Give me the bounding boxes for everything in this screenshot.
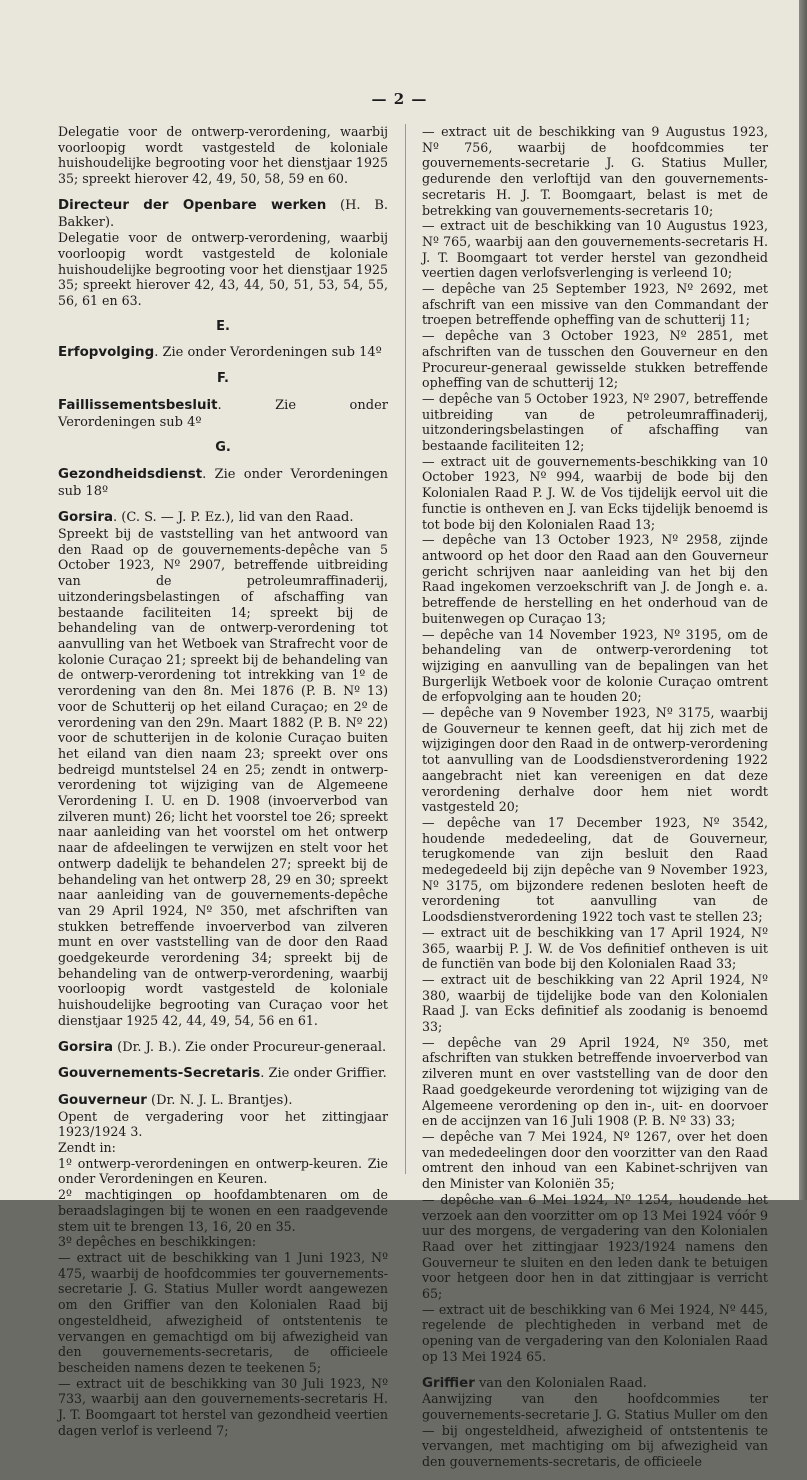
entry-subtitle: . Zie onder Griffier. — [260, 1066, 387, 1082]
entry-body: Zendt in: — [58, 1140, 116, 1156]
page-edge — [799, 0, 807, 1200]
entry-term: Faillissementsbesluit — [58, 397, 218, 413]
entry-heading — [58, 466, 388, 499]
list-item: — extract uit de beschikking van 17 April 1924, Nº 365, waarbij P. J. W. de Vos definitief ontheven is uit de functiën van bode bij den Kolonialen Raad 33; — [422, 924, 768, 972]
entry-term: Gorsira — [58, 1039, 113, 1055]
entry-gouvernements-secretaris — [58, 1065, 388, 1082]
page-number: — 2 — — [371, 90, 428, 108]
list-item: 3º depêches en beschikkingen: — [58, 1234, 257, 1250]
entry-body: Spreekt bij de vaststelling van het antwoord van den Raad op de gouvernements-depêche van 5 October 1923, Nº 2907, betreffende uitbreiding van de petroleumraffinaderij, uitzonderingsbelastingen of afschaffing van bestaande faciliteiten 14; spreekt bij de behandeling van de ontwerp-verordening tot aanvulling van het Wetboek van Strafrecht voor de kolonie Curaçao 21; spreekt bij de behandeling van de ontwerp-verordening tot intrekking van 1º de verordening van den 8n. Mei 1876 (P. B. Nº 13) voor de Schutterij op het eiland Curaçao; en 2º de verordening van den 29n. Maart 1882 (P. B. Nº 22) voor de schutterijen in de kolonie Curaçao buiten het eiland van dien naam 23; spreekt over ons bedreigd muntstelsel 24 en 25; zendt in ontwerp-verordening tot wijziging van de Algemeene Verordening I. U. en D. 1908 (invoerverbod van zilveren munt) 26; licht het voorstel toe 26; spreekt naar aanleiding van het voorstel om het ontwerp naar de afdeelingen te verwijzen en stelt voor het ontwerp dadelijk te behandelen 27; spreekt bij de behandeling van het ontwerp 28, 29 en 30; spreekt naar aanleiding van de gouvernements-depêche van 29 April 1924, Nº 350, met afschriften van stukken betreffende invoerverbod van zilveren munt en over vaststelling van de door den Raad goedgekeurde verordening 34; spreekt bij de behandeling van de ontwerp-verordening, waarbij voorloopig wordt vastgesteld de koloniale huishoudelijke begrooting van Curaçao voor het dienstjaar 1925 42, 44, 49, 54, 56 en 61. — [58, 526, 388, 1028]
list-item: — extract uit de beschikking van 9 Augustus 1923, Nº 756, waarbij de hoofdcommies ter gouvernements-secretarie J. G. Statius Muller, gedurende den verloftijd van den gouvernements-secretaris H. J. T. Boomgaart, belast is met de betrekking van gouvernements-secretaris 10; — [422, 124, 768, 218]
entry-heading — [58, 397, 388, 430]
column-divider — [405, 124, 406, 1174]
entry-term: Griffier — [422, 1375, 475, 1391]
section-letter-f: F. — [217, 371, 229, 387]
entry-heading — [58, 1039, 388, 1056]
entry-gorsira-cs — [58, 509, 388, 1028]
list-item: — extract uit de gouvernements-beschikking van 10 October 1923, Nº 994, waarbij de bode bij den Kolonialen Raad P. J. W. de Vos tijdelijk eervol uit die functie is ontheven en J. van Ecks tijdelijk benoemd is tot bode bij den Kolonialen Raad 13; — [422, 453, 768, 532]
entry-subtitle: van den Kolonialen Raad. — [474, 1375, 647, 1391]
list-item: — depêche van 5 October 1923, Nº 2907, betreffende uitbreiding van de petroleumraffinaderij, uitzonderingsbelastingen of afschaffing van bestaande faciliteiten 12; — [422, 390, 768, 454]
entry-body: Aanwijzing van den hoofdcommies ter gouvernements-secretarie J. G. Statius Muller om den — bij ongesteldheid, afwezigheid of ontstentenis te vervangen, met machtiging om bij afwezigheid van den gouvernements-secretaris, de officieele — [422, 1391, 768, 1470]
entry-term: Directeur der Openbare werken — [58, 197, 327, 213]
entry-erfopvolging — [58, 344, 388, 361]
list-item: 1º ontwerp-verordeningen en ontwerp-keuren. Zie onder Verordeningen en Keuren. — [58, 1155, 388, 1187]
list-item: — depêche van 14 November 1923, Nº 3195, om de behandeling van de ontwerp-verordening tot wijziging en aanvulling van de bepalingen van het Burgerlijk Wetboek voor de kolonie Curaçao omtrent de erfopvolging aan te houden 20; — [422, 626, 768, 705]
entry-subtitle: . Zie onder Verordeningen sub 14º — [154, 345, 382, 361]
entry-delegatie — [58, 124, 388, 187]
list-item: — depêche van 3 October 1923, Nº 2851, met afschriften van de tusschen den Gouverneur en den Procureur-generaal gewisselde stukken betreffende opheffing van de schutterij 12; — [422, 328, 768, 391]
entry-heading — [422, 1375, 768, 1392]
list-item: — depêche van 7 Mei 1924, Nº 1267, over het doen van mededeelingen door den voorzitter van den Raad omtrent den inhoud van een Kabinet-schrijven van den Minister van Koloniën 35; — [422, 1129, 768, 1192]
list-item: — extract uit de beschikking van 6 Mei 1924, Nº 445, regelende de plechtigheden in verband met de opening van de vergadering van den Kolonialen Raad op 13 Mei 1924 65. — [422, 1301, 768, 1364]
list-item: — depêche van 17 December 1923, Nº 3542, houdende mededeeling, dat de Gouverneur, terugkomende van zijn besluit den Raad medegedeeld bij zijn depêche van 9 November 1923, Nº 3175, om bijzondere redenen besloten heeft de verordening tot aanvulling van de Loodsdienstverordening 1922 toch vast te stellen 23; — [422, 814, 768, 925]
list-item: — extract uit de beschikking van 22 April 1924, Nº 380, waarbij de tijdelijke bode van den Kolonialen Raad J. van Ecks definitief als zoodanig is benoemd 33; — [422, 971, 768, 1035]
entry-gezondheidsdienst — [58, 466, 388, 499]
entry-heading — [58, 1092, 388, 1109]
entry-directeur-openbare-werken — [58, 197, 388, 309]
list-item: — depêche van 13 October 1923, Nº 2958, zijnde antwoord op het door den Raad aan den Gouverneur gericht schrijven naar aanleiding van het bij den Raad ingekomen verzoekschrift van J. de Jongh e. a. betreffende de herstelling en het onderhoud van de buitenwegen op Curaçao 13; — [422, 532, 768, 626]
entry-heading — [58, 197, 388, 230]
entry-gouverneur — [58, 1092, 388, 1438]
entry-term: Erfopvolging — [58, 345, 155, 361]
entry-subtitle: (Dr. J. B.). Zie onder Procureur-generaal. — [113, 1039, 387, 1055]
entry-subtitle: . Zie onder Verordeningen sub 4º — [58, 397, 388, 430]
entry-griffier — [422, 1375, 768, 1470]
entry-term: Gouverneur — [58, 1092, 147, 1108]
section-letter-e: E. — [216, 318, 230, 334]
entry-subtitle: . (C. S. — J. P. Ez.), lid van den Raad. — [113, 510, 354, 526]
list-item: — depêche van 25 September 1923, Nº 2692, met afschrift van een missive van den Commandant der troepen betreffende opheffing van de schutterij 11; — [422, 281, 768, 328]
entry-heading — [58, 344, 388, 361]
list-item: — extract uit de beschikking van 10 Augustus 1923, Nº 765, waarbij aan den gouvernements-secretaris H. J. T. Boomgaart tot verder herstel van gezondheid veertien dagen verlofsverlenging is verleend 10; — [422, 218, 768, 281]
list-item: — depêche van 9 November 1923, Nº 3175, waarbij de Gouverneur te kennen geeft, dat hij zich met de wijzigingen door den Raad in de ontwerp-verordening tot aanvulling van de Loodsdienstverordening 1922 aangebracht niet kan vereenigen en dat deze verordening derhalve door hem niet wordt vastgesteld 20; — [422, 705, 768, 815]
entry-subtitle: (Dr. N. J. L. Brantjes). — [146, 1092, 293, 1108]
entry-heading — [58, 509, 388, 526]
list-item: — depêche van 29 April 1924, Nº 350, met afschriften van stukken betreffende invoerverbod van zilveren munt en over vaststelling van de door den Raad goedgekeurde verordening tot wijziging van de Algemeene verordening op den in-, uit- en doorvoer en de accijnzen van 16 Juli 1908 (P. B. Nº 33) 33; — [422, 1034, 768, 1129]
entry-subtitle: . Zie onder Verordeningen sub 18º — [58, 466, 388, 499]
entry-term: Gorsira — [58, 510, 113, 526]
entry-term: Gezondheidsdienst — [58, 466, 203, 482]
left-column — [58, 124, 388, 1448]
entry-faillissementsbesluit — [58, 397, 388, 430]
right-column — [422, 124, 768, 1480]
list-item: — depêche van 6 Mei 1924, Nº 1254, houdende het verzoek aan den voorzitter om op 13 Mei 1924 vóór 9 uur des morgens, de vergadering van den Kolonialen Raad over het zittingjaar 1923/1924 namens den Gouverneur te sluiten en den leden dank te betuigen voor hetgeen door hen in dat zittingjaar is verricht 65; — [422, 1191, 768, 1302]
entry-body: Opent de vergadering voor het zittingjaar 1923/1924 3. — [58, 1108, 388, 1140]
entry-term: Gouvernements-Secretaris — [58, 1066, 261, 1082]
entry-subtitle: (H. B. Bakker). — [58, 197, 389, 230]
entry-body: Delegatie voor de ontwerp-verordening, waarbij voorloopig wordt vastgesteld de koloniale huishoudelijke begrooting voor het dienstjaar 1925 35; spreekt hierover 42, 43, 44, 50, 51, 53, 54, 55, 56, 61 en 63. — [58, 230, 388, 309]
entry-gorsira-jb — [58, 1039, 388, 1056]
section-letter-g: G. — [215, 440, 231, 456]
entry-body: Delegatie voor de ontwerp-verordening, waarbij voorloopig wordt vastgesteld de koloniale huishoudelijke begrooting voor het dienstjaar 1925 35; spreekt hierover 42, 49, 50, 58, 59 en 60. — [58, 124, 388, 187]
entry-heading — [58, 1065, 388, 1082]
list-item: — extract uit de beschikking van 1 Juni 1923, Nº 475, waarbij de hoofdcommies ter gouvernements-secretarie J. G. Statius Muller wordt aangewezen om den Griffier van den Kolonialen Raad bij ongesteldheid, afwezigheid of ontstentenis te vervangen en gemachtigd om bij afwezigheid van den gouvernements-secretaris, de officieele bescheiden namens dezen te teekenen 5; — [58, 1250, 388, 1375]
list-item: 2º machtigingen op hoofdambtenaren om de beraadslagingen bij te wonen en een raadgevende stem uit te brengen 13, 16, 20 en 35. — [58, 1187, 388, 1234]
list-item: — extract uit de beschikking van 30 Juli 1923, Nº 733, waarbij aan den gouvernements-secretaris H. J. T. Boomgaart tot herstel van gezondheid veertien dagen verlof is verleend 7; — [58, 1375, 388, 1438]
